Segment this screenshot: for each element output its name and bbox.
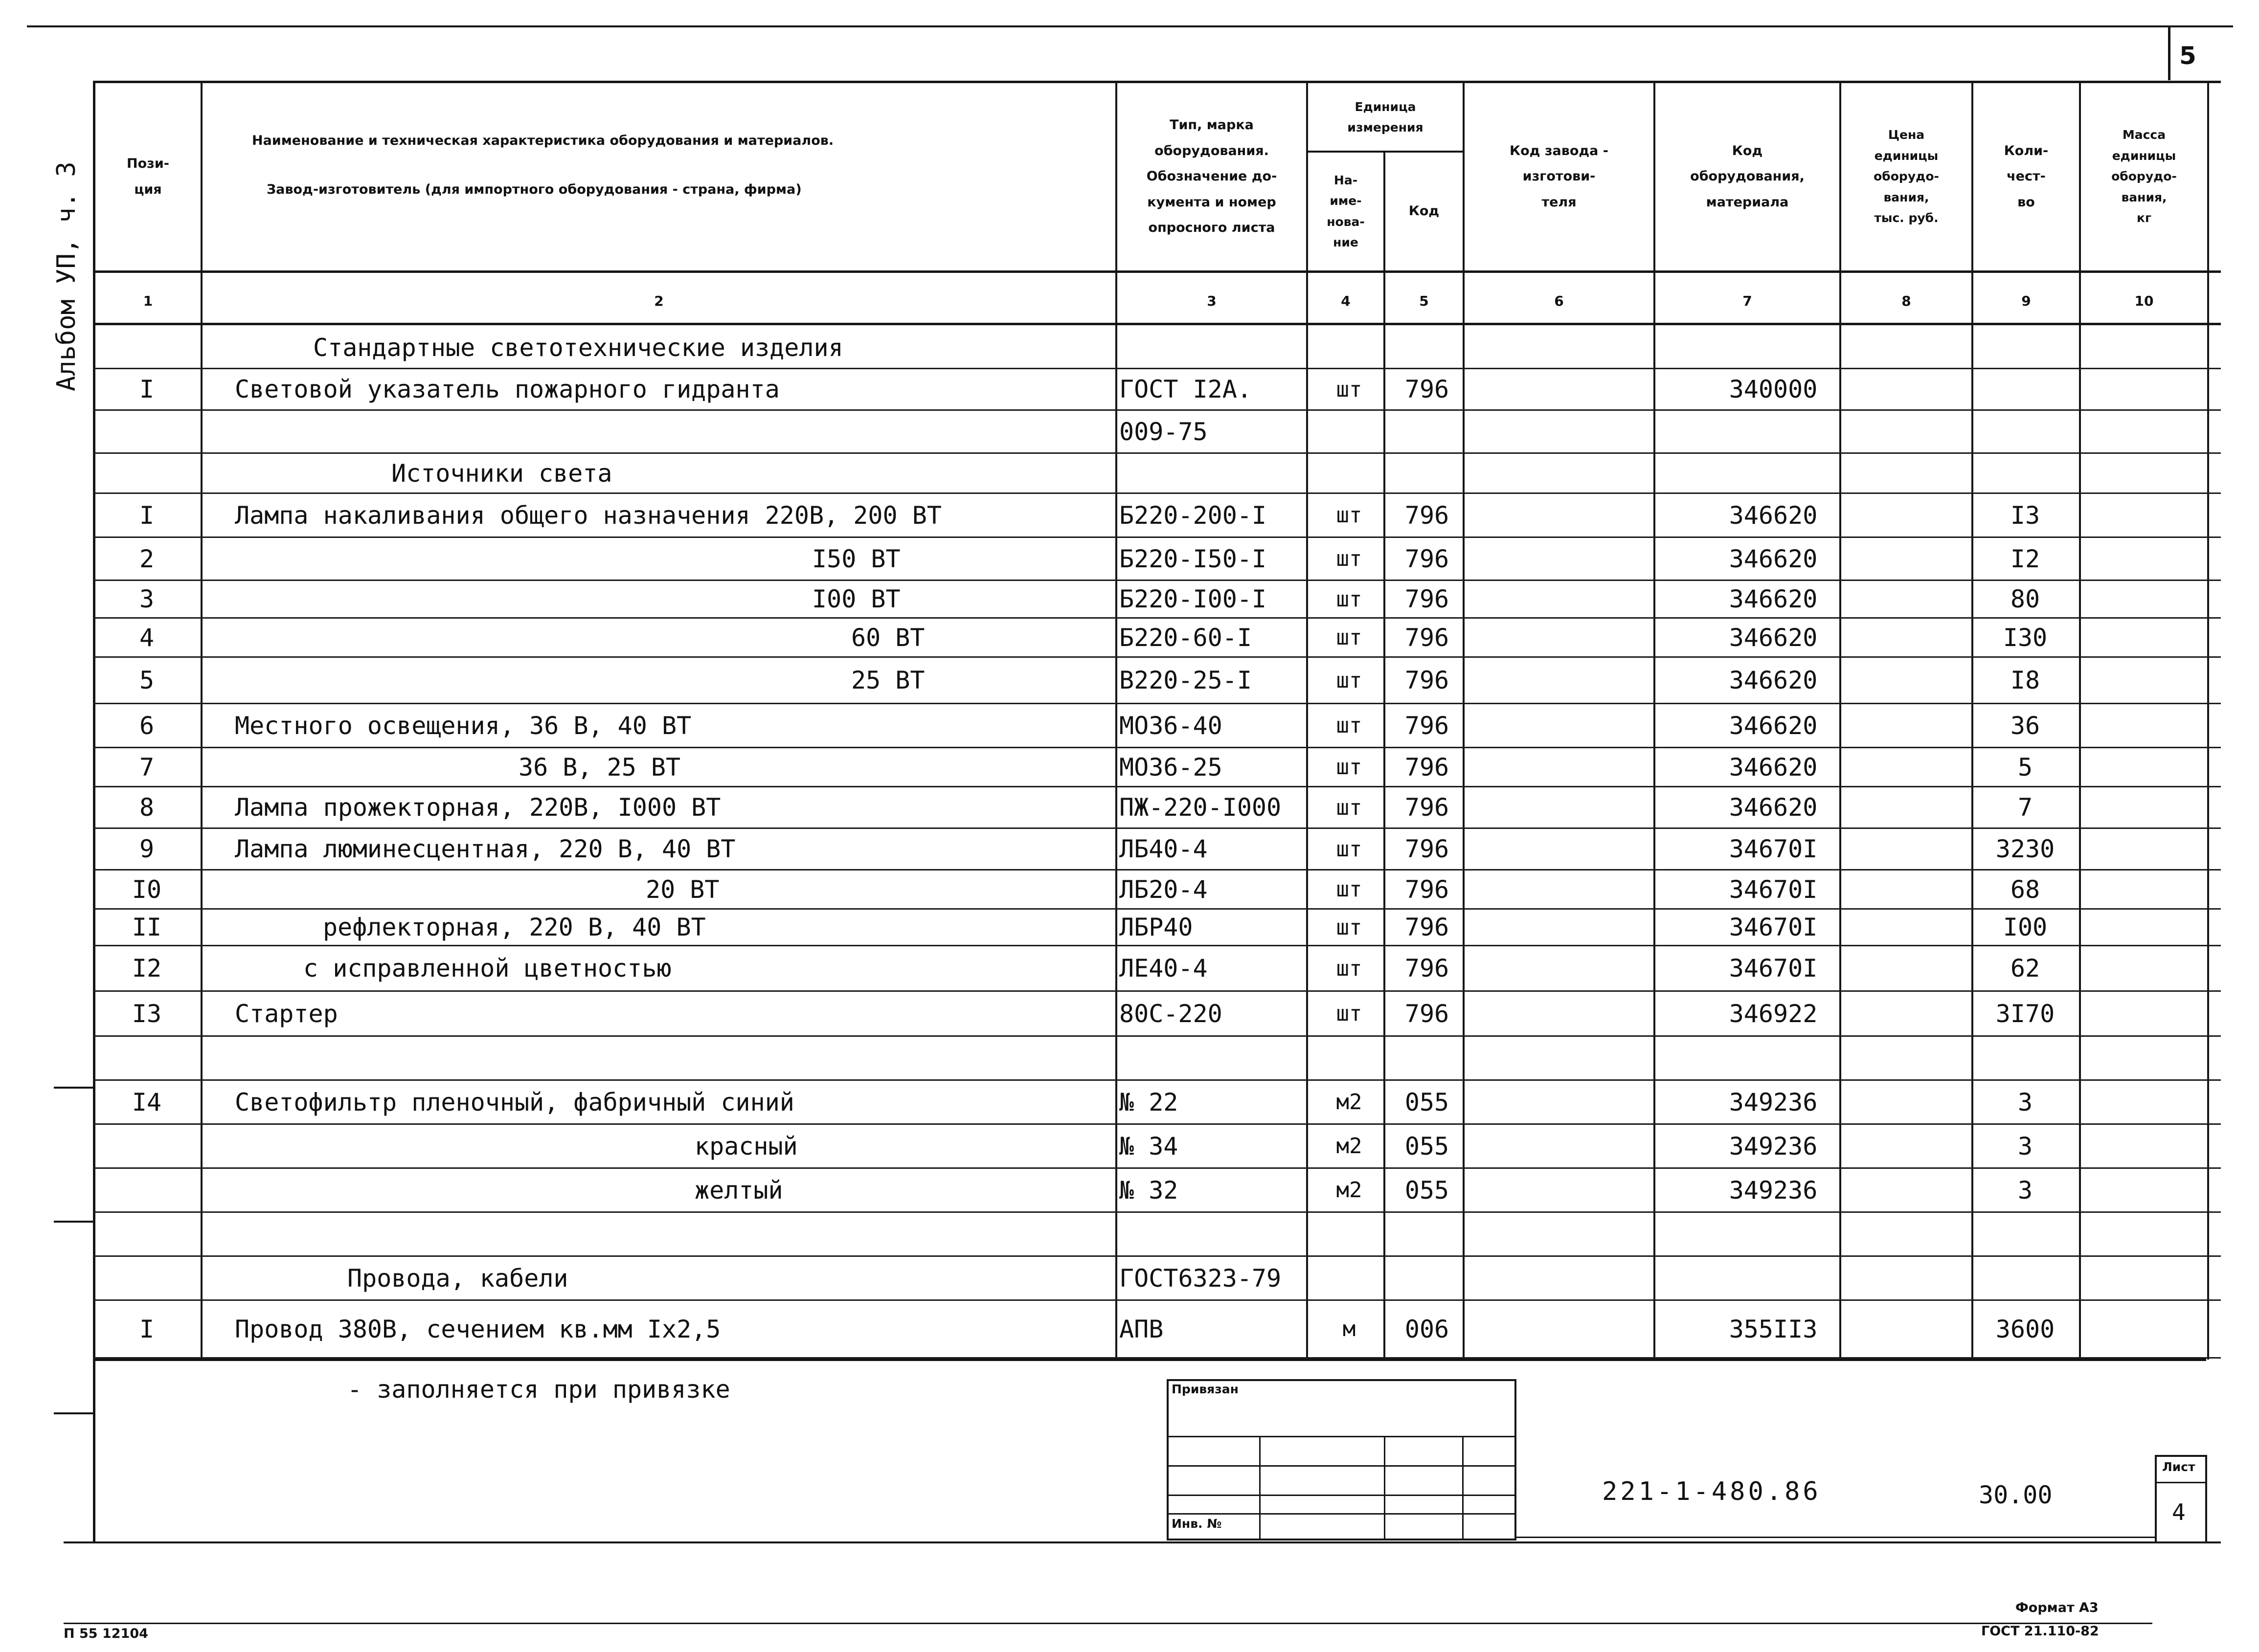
table-row (93, 494, 2221, 538)
position-cell: 6 (139, 711, 155, 740)
unit-code-cell: 796 (1404, 999, 1449, 1028)
unit-cell: шт (1336, 795, 1362, 820)
margin-tick-3 (54, 1412, 93, 1414)
quantity-cell: 3600 (1995, 1315, 2055, 1343)
name-cell: I00 ВТ (812, 585, 901, 613)
quantity-cell: I2 (2010, 544, 2040, 573)
table-row (93, 328, 2221, 369)
unit-cell: шт (1336, 713, 1362, 738)
name-cell: Лампа накаливания общего назначения 220В, 200 ВТ (235, 501, 942, 530)
colnum-8: 8 (1901, 292, 1911, 309)
quantity-cell: I00 (2003, 913, 2048, 941)
position-cell: 8 (139, 793, 155, 822)
header-equipment-code: Код оборудования, материала (1690, 143, 1805, 210)
table-bottom (93, 1359, 2206, 1361)
position-cell: 5 (139, 666, 155, 694)
table-row (93, 619, 2221, 658)
type-cell (1119, 328, 1300, 368)
margin-tick-2 (54, 1221, 93, 1223)
equipment-code-cell: 346620 (1729, 753, 1818, 781)
colnum-6: 6 (1554, 292, 1564, 309)
quantity-cell (1971, 1257, 2079, 1299)
quantity-cell: 62 (2010, 954, 2040, 982)
table-row (93, 411, 2221, 454)
quantity-cell: 3 (2017, 1088, 2033, 1116)
position-cell: 9 (139, 835, 155, 863)
frame-bottom (64, 1541, 2221, 1543)
equipment-code-cell: 346620 (1729, 793, 1818, 822)
type-cell: № 22 (1119, 1088, 1178, 1116)
quantity-cell: 80 (2010, 585, 2040, 613)
unit-cell: шт (1336, 377, 1362, 402)
table-row (93, 992, 2221, 1037)
unit-code-cell: 796 (1404, 623, 1449, 652)
numbers-bottom (93, 323, 2221, 325)
unit-cell: шт (1336, 836, 1362, 862)
type-cell: 80С-220 (1119, 999, 1222, 1028)
colnum-4: 4 (1341, 292, 1351, 309)
position-cell (93, 328, 201, 368)
format-label: Формат А3 (2015, 1600, 2099, 1615)
table-row (93, 1125, 2221, 1169)
position-cell: 7 (139, 753, 155, 781)
type-cell: 009-75 (1119, 417, 1208, 446)
position-cell: 4 (139, 623, 155, 652)
unit-code-cell: 796 (1404, 501, 1449, 530)
name-cell: Светофильтр пленочный, фабричный синий (235, 1088, 794, 1116)
unit-code-cell: 055 (1404, 1176, 1449, 1205)
colnum-2: 2 (654, 292, 664, 309)
unit-code-cell: 055 (1404, 1132, 1449, 1161)
table-row (93, 1037, 2221, 1081)
colnum-7: 7 (1742, 292, 1752, 309)
type-cell (1119, 1037, 1300, 1079)
stamp-vline-3 (1462, 1436, 1464, 1539)
unit-cell (1311, 1257, 1387, 1299)
section-code: 30.00 (1979, 1481, 2053, 1509)
unit-code-cell: 796 (1404, 954, 1449, 982)
sheet-label: Лист (2162, 1460, 2195, 1474)
sheet-box-top (2155, 1455, 2206, 1457)
unit-code-cell: 796 (1404, 375, 1449, 403)
equipment-code-cell: 349236 (1729, 1132, 1818, 1161)
table-row (93, 1213, 2221, 1257)
name-cell (235, 1213, 1017, 1255)
equipment-code-cell: 34670I (1729, 913, 1818, 941)
unit-cell: шт (1336, 755, 1362, 780)
unit-code-cell: 796 (1404, 585, 1449, 613)
equipment-code-cell: 34670I (1729, 875, 1818, 904)
quantity-cell: I30 (2003, 623, 2048, 652)
table-row (93, 910, 2221, 946)
name-cell (235, 1037, 1017, 1079)
unit-cell (1311, 454, 1387, 492)
table-row (93, 369, 2221, 411)
name-cell: Стартер (235, 999, 338, 1028)
name-cell: 20 ВТ (646, 875, 720, 904)
equipment-code-cell: 346620 (1729, 544, 1818, 573)
equipment-code-cell: 346620 (1729, 585, 1818, 613)
type-cell: ЛЕ40-4 (1119, 954, 1208, 982)
position-cell (93, 1169, 201, 1211)
position-cell: I0 (132, 875, 162, 904)
unit-cell: шт (1336, 915, 1362, 940)
unit-cell: шт (1336, 1001, 1362, 1026)
sheet-box-right (2205, 1455, 2207, 1543)
header-type: Тип, марка оборудования. Обозначение до- кумента и номер опросного листа (1146, 117, 1277, 236)
type-cell: МО36-25 (1119, 753, 1222, 781)
side-caption: Альбом УП, ч. 3 (52, 161, 81, 391)
table-row (93, 787, 2221, 829)
type-cell: МО36-40 (1119, 711, 1222, 740)
type-cell: АПВ (1119, 1315, 1164, 1343)
unit-code-cell: 796 (1404, 711, 1449, 740)
colnum-3: 3 (1207, 292, 1217, 309)
table-row (93, 871, 2221, 910)
equipment-code-cell: 346620 (1729, 501, 1818, 530)
type-cell: Б220-I00-I (1119, 585, 1267, 613)
unit-cell (1311, 1037, 1387, 1079)
equipment-code-cell (1673, 328, 1874, 368)
quantity-cell: 68 (2010, 875, 2040, 904)
format-rule (64, 1623, 2152, 1624)
position-cell: 2 (139, 544, 155, 573)
equipment-code-cell: 349236 (1729, 1176, 1818, 1205)
name-cell (235, 411, 1017, 452)
quantity-cell (1971, 328, 2079, 368)
type-cell: ЛБ40-4 (1119, 835, 1208, 863)
table-row (93, 946, 2221, 992)
name-cell: Источники света (391, 459, 612, 488)
unit-cell: шт (1336, 546, 1362, 571)
equipment-code-cell: 34670I (1729, 835, 1818, 863)
type-cell (1119, 454, 1300, 492)
unit-cell (1311, 411, 1387, 452)
equipment-code-cell (1673, 1213, 1874, 1255)
name-cell: Местного освещения, 36 В, 40 ВТ (235, 711, 692, 740)
quantity-cell: 5 (2017, 753, 2033, 781)
header-factory-code: Код завода - изготови- теля (1510, 143, 1608, 210)
unit-code-cell (1387, 1257, 1467, 1299)
document-code: 221-1-480.86 (1602, 1477, 1821, 1506)
type-cell: ЛБ20-4 (1119, 875, 1208, 904)
page-number: 5 (2179, 42, 2196, 70)
name-cell: 60 ВТ (851, 623, 925, 652)
type-cell: Б220-200-I (1119, 501, 1267, 530)
page-number-divider (2168, 25, 2170, 80)
quantity-cell (1971, 1213, 2079, 1255)
header-name-line1: Наименование и техническая характеристика оборудования и материалов. (252, 133, 834, 148)
table-row (93, 1081, 2221, 1125)
name-cell: красный (695, 1132, 798, 1161)
position-cell (93, 1125, 201, 1167)
unit-cell: шт (1336, 668, 1362, 693)
unit-cell: м (1342, 1317, 1356, 1341)
name-cell: I50 ВТ (812, 544, 901, 573)
unit-code-cell: 796 (1404, 666, 1449, 694)
table-row (93, 581, 2221, 619)
stamp-vline-2 (1384, 1436, 1385, 1539)
stamp-bottom-rule (1516, 1537, 2155, 1538)
table-row (93, 829, 2221, 871)
unit-code-cell: 796 (1404, 875, 1449, 904)
top-rule (27, 25, 2233, 27)
equipment-code-cell (1673, 1037, 1874, 1079)
table-row (93, 1169, 2221, 1213)
attachment-stamp (1167, 1379, 1516, 1540)
bottom-left-code: П 55 12104 (64, 1626, 148, 1641)
unit-cell: шт (1336, 877, 1362, 902)
equipment-code-cell: 346620 (1729, 711, 1818, 740)
position-cell (93, 454, 201, 492)
unit-code-cell: 006 (1404, 1315, 1449, 1343)
equipment-code-cell: 34670I (1729, 954, 1818, 982)
sheet-box-mid (2155, 1482, 2206, 1483)
quantity-cell: I8 (2010, 666, 2040, 694)
inv-label: Инв. № (1172, 1517, 1222, 1531)
name-cell: Световой указатель пожарного гидранта (235, 375, 780, 403)
table-row (93, 1257, 2221, 1301)
position-cell: I3 (132, 999, 162, 1028)
type-cell: № 32 (1119, 1176, 1178, 1205)
unit-cell: шт (1336, 503, 1362, 528)
table-row (93, 748, 2221, 787)
table-row (93, 454, 2221, 494)
unit-code-cell: 796 (1404, 793, 1449, 822)
type-cell: ГОСТ I2А. (1119, 375, 1252, 403)
unit-cell (1311, 328, 1387, 368)
unit-cell: шт (1336, 586, 1362, 612)
quantity-cell (1971, 369, 2079, 409)
unit-code-cell: 796 (1404, 913, 1449, 941)
position-cell: I2 (132, 954, 162, 982)
attached-label: Привязан (1172, 1382, 1239, 1396)
type-cell: ЛБР40 (1119, 913, 1193, 941)
unit-code-cell: 796 (1404, 835, 1449, 863)
quantity-cell: 7 (2017, 793, 2033, 822)
header-unit-code: Код (1408, 203, 1440, 219)
quantity-cell: 3I70 (1995, 999, 2055, 1028)
position-cell: I (139, 1315, 155, 1343)
unit-code-cell (1387, 454, 1467, 492)
position-cell (93, 1257, 201, 1299)
equipment-code-cell: 346922 (1729, 999, 1818, 1028)
name-cell: Провода, кабели (347, 1264, 568, 1293)
position-cell (93, 1037, 201, 1079)
header-price: Цена единицы оборудо- вания, тыс. руб. (1874, 128, 1939, 225)
sheet-number: 4 (2172, 1499, 2186, 1525)
equipment-code-cell: 340000 (1729, 375, 1818, 403)
unit-cell: м2 (1336, 1178, 1362, 1203)
table-row (93, 704, 2221, 748)
name-cell: Стандартные светотехнические изделия (313, 334, 843, 362)
position-cell: I (139, 501, 155, 530)
stamp-vline-1 (1259, 1436, 1261, 1539)
unit-code-cell (1387, 1037, 1467, 1079)
table-row (93, 658, 2221, 704)
type-cell (1119, 1213, 1300, 1255)
quantity-cell (1971, 411, 2079, 452)
header-mass: Масса единицы оборудо- вания, кг (2111, 128, 2177, 225)
unit-code-cell (1387, 328, 1467, 368)
unit-cell: шт (1336, 625, 1362, 650)
type-cell: ПЖ-220-I000 (1119, 793, 1282, 822)
sheet-box-left (2155, 1455, 2157, 1543)
colnum-5: 5 (1419, 292, 1429, 309)
header-unit: Единица измерения (1347, 99, 1423, 134)
colnum-9: 9 (2021, 292, 2031, 309)
table-row (93, 1301, 2221, 1359)
header-name-line2: Завод-изготовитель (для импортного оборудования - страна, фирма) (267, 182, 802, 197)
unit-cell: шт (1336, 956, 1362, 981)
equipment-code-cell (1673, 454, 1874, 492)
type-cell: № 34 (1119, 1132, 1178, 1161)
position-cell: I4 (132, 1088, 162, 1116)
position-cell: I (139, 375, 155, 403)
margin-tick-1 (54, 1087, 93, 1089)
header-bottom (93, 270, 2221, 273)
name-cell: 36 В, 25 ВТ (519, 753, 681, 781)
equipment-code-cell: 349236 (1729, 1088, 1818, 1116)
quantity-cell (1971, 1037, 2079, 1079)
type-cell: В220-25-I (1119, 666, 1252, 694)
equipment-code-cell: 346620 (1729, 666, 1818, 694)
type-cell: Б220-60-I (1119, 623, 1252, 652)
name-cell: 25 ВТ (851, 666, 925, 694)
equipment-code-cell (1673, 411, 1874, 452)
unit-cell (1311, 1213, 1387, 1255)
quantity-cell: 36 (2010, 711, 2040, 740)
gost-label: ГОСТ 21.110-82 (1981, 1624, 2099, 1639)
footnote: - заполняется при привязке (347, 1375, 730, 1404)
equipment-code-cell: 355II3 (1729, 1315, 1818, 1343)
unit-code-cell (1387, 411, 1467, 452)
position-cell (93, 1213, 201, 1255)
equipment-code-cell: 346620 (1729, 623, 1818, 652)
name-cell: с исправленной цветностью (303, 954, 672, 982)
unit-code-cell: 055 (1404, 1088, 1449, 1116)
unit-code-cell (1387, 1213, 1467, 1255)
quantity-cell: 3230 (1995, 835, 2055, 863)
name-cell: Лампа люминесцентная, 220 В, 40 ВТ (235, 835, 736, 863)
unit-code-cell: 796 (1404, 753, 1449, 781)
table-row (93, 538, 2221, 581)
colnum-1: 1 (143, 292, 153, 309)
colnum-10: 10 (2134, 292, 2154, 309)
quantity-cell: 3 (2017, 1176, 2033, 1205)
unit-cell: м2 (1336, 1090, 1362, 1115)
unit-code-cell: 796 (1404, 544, 1449, 573)
type-cell: Б220-I50-I (1119, 544, 1267, 573)
header-quantity: Коли- чест- во (2004, 143, 2049, 210)
header-position: Пози- ция (127, 156, 169, 197)
quantity-cell (1971, 454, 2079, 492)
type-cell: ГОСТ6323-79 (1119, 1264, 1282, 1293)
unit-cell: м2 (1336, 1134, 1362, 1159)
equipment-code-cell (1673, 1257, 1874, 1299)
quantity-cell: I3 (2010, 501, 2040, 530)
position-cell (93, 411, 201, 452)
header-unit-name: На- име- нова- ние (1327, 173, 1365, 249)
quantity-cell: 3 (2017, 1132, 2033, 1161)
name-cell: Лампа прожекторная, 220В, I000 ВТ (235, 793, 721, 822)
position-cell: 3 (139, 585, 155, 613)
name-cell: рефлекторная, 220 В, 40 ВТ (323, 913, 706, 941)
position-cell: II (132, 913, 162, 941)
name-cell: Провод 380В, сечением кв.мм Iх2,5 (235, 1315, 721, 1343)
name-cell: желтый (695, 1176, 783, 1205)
